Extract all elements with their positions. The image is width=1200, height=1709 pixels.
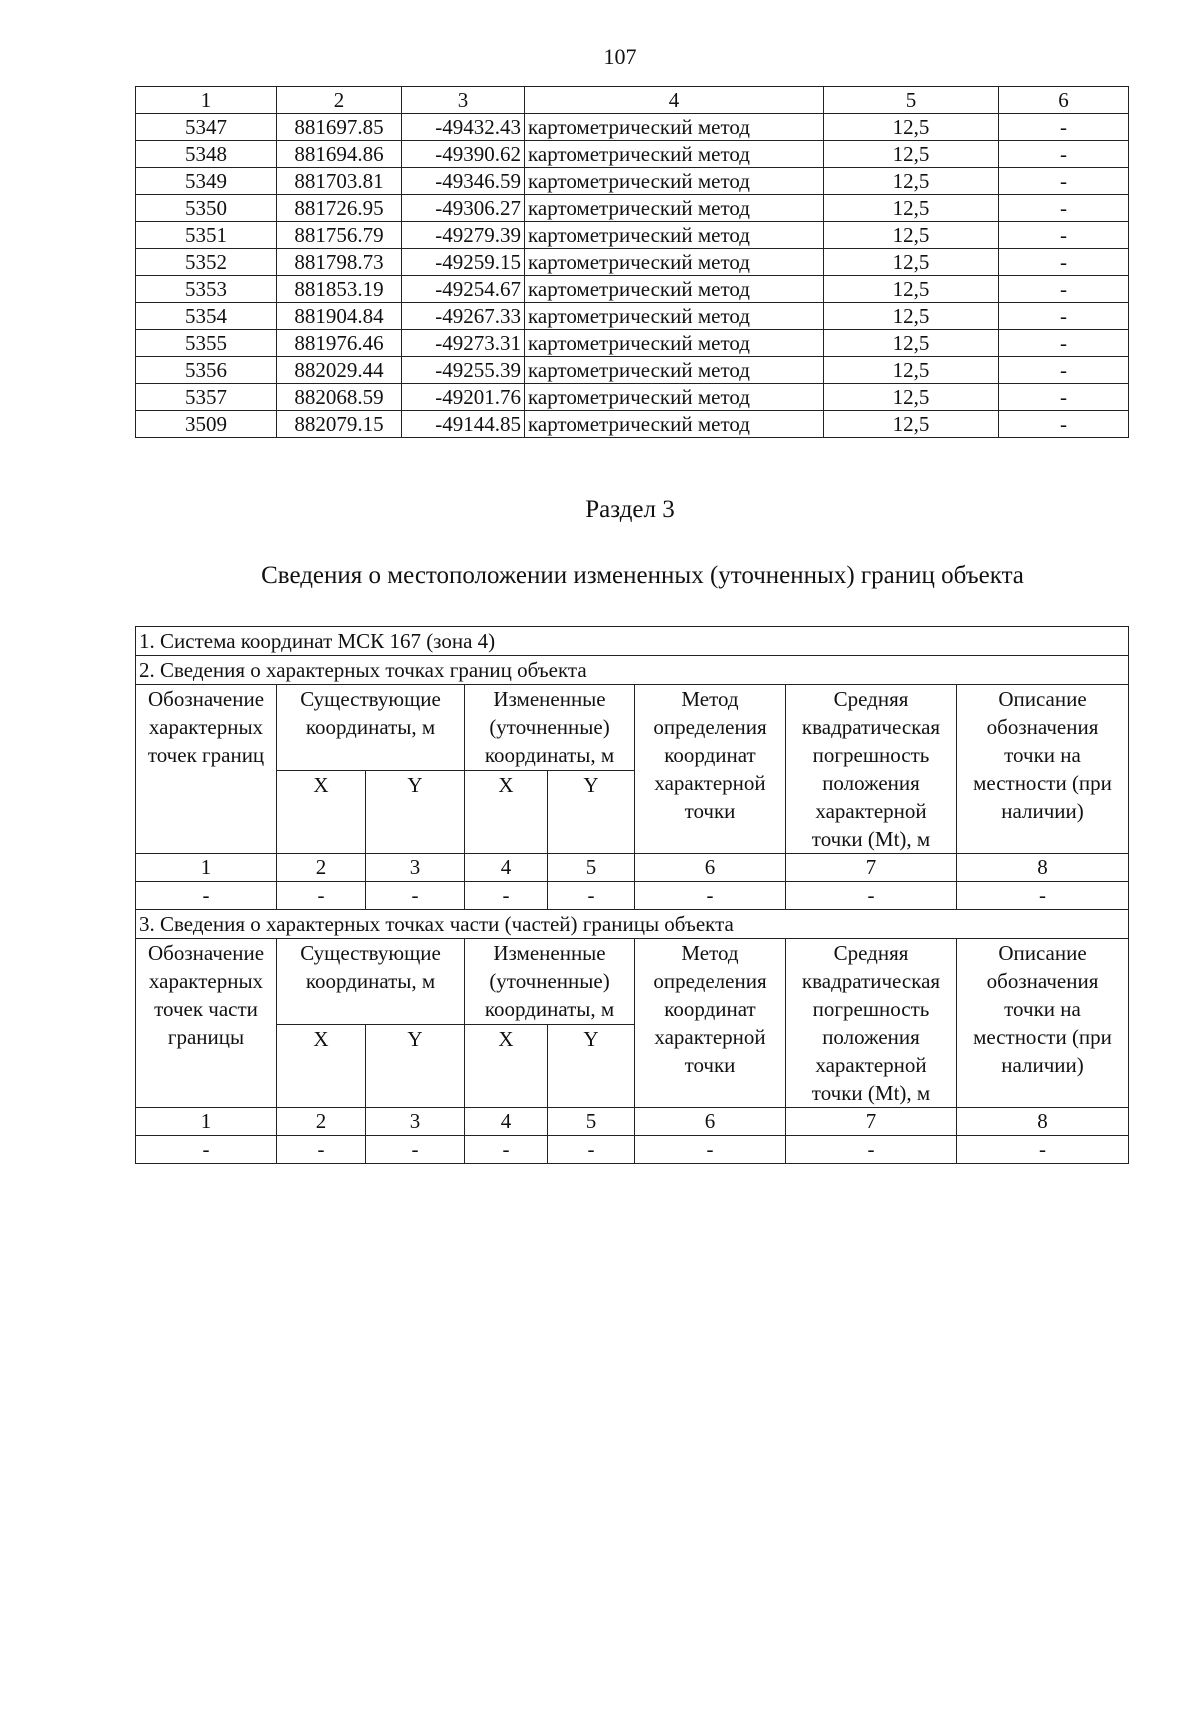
table-cell: 882029.44 (277, 357, 402, 384)
header-description: Описание обозначения точки на местности (при наличии) (957, 939, 1129, 1108)
table-cell: 12,5 (824, 330, 999, 357)
empty-cell: - (548, 882, 635, 910)
table-row (136, 411, 1129, 438)
table-cell: - (999, 141, 1129, 168)
part3-column-numbers-row (136, 1108, 1129, 1136)
coordinate-system-row (136, 627, 1129, 656)
table-cell: 5350 (136, 195, 277, 222)
header-cell: 6 (999, 87, 1129, 114)
header-cell: 1 (136, 87, 277, 114)
header-method: Метод определения координат характерной точки (635, 685, 786, 854)
table-cell: 5353 (136, 276, 277, 303)
table-cell: 12,5 (824, 357, 999, 384)
table-cell: - (999, 384, 1129, 411)
table-cell: 5351 (136, 222, 277, 249)
empty-cell: - (548, 1136, 635, 1164)
header-y: Y (366, 771, 465, 854)
part3-title-cell: 3. Сведения о характерных точках части (частей) границы объекта (136, 910, 1129, 939)
header-y: Y (366, 1025, 465, 1108)
header-point-designation: Обозначение характерных точек части границы (136, 939, 277, 1108)
part2-title-row (136, 656, 1129, 685)
table-cell: картометрический метод (525, 222, 824, 249)
table-cell: 5349 (136, 168, 277, 195)
empty-cell: - (136, 1136, 277, 1164)
table-row (136, 303, 1129, 330)
table-cell: - (999, 303, 1129, 330)
header-y: Y (548, 1025, 635, 1108)
table-cell: 5355 (136, 330, 277, 357)
table-cell: -49346.59 (402, 168, 525, 195)
empty-cell: - (957, 1136, 1129, 1164)
table-cell: - (999, 411, 1129, 438)
empty-cell: - (277, 882, 366, 910)
table-row (136, 222, 1129, 249)
column-number: 8 (957, 854, 1129, 882)
table-cell: картометрический метод (525, 168, 824, 195)
part2-header-row (136, 685, 1129, 771)
table-cell: -49279.39 (402, 222, 525, 249)
header-cell: 2 (277, 87, 402, 114)
table-cell: 881853.19 (277, 276, 402, 303)
header-description: Описание обозначения точки на местности (при наличии) (957, 685, 1129, 854)
column-number: 4 (465, 854, 548, 882)
table-cell: картометрический метод (525, 249, 824, 276)
table-cell: 5348 (136, 141, 277, 168)
table-cell: - (999, 249, 1129, 276)
coordinates-table (135, 86, 1129, 438)
table-cell: картометрический метод (525, 141, 824, 168)
table-cell: 5356 (136, 357, 277, 384)
header-changed-coords: Измененные (уточненные) координаты, м (465, 685, 635, 771)
table-cell: 5357 (136, 384, 277, 411)
header-error: Средняя квадратическая погрешность положения характерной точки (Mt), м (786, 685, 957, 854)
boundary-points-table (135, 626, 1129, 1164)
part3-empty-row (136, 1136, 1129, 1164)
header-existing-coords: Существующие координаты, м (277, 685, 465, 771)
table-row (136, 357, 1129, 384)
empty-cell: - (635, 1136, 786, 1164)
column-number: 6 (635, 854, 786, 882)
table-cell: 881703.81 (277, 168, 402, 195)
column-number: 4 (465, 1108, 548, 1136)
table-cell: 5352 (136, 249, 277, 276)
part2-title-cell: 2. Сведения о характерных точках границ объекта (136, 656, 1129, 685)
empty-cell: - (366, 1136, 465, 1164)
table-cell: 881726.95 (277, 195, 402, 222)
table-cell: 5354 (136, 303, 277, 330)
table-cell: 12,5 (824, 195, 999, 222)
table-row (136, 195, 1129, 222)
part3-header-row (136, 939, 1129, 1025)
header-cell: 3 (402, 87, 525, 114)
header-method: Метод определения координат характерной точки (635, 939, 786, 1108)
table-cell: - (999, 195, 1129, 222)
table-cell: картометрический метод (525, 276, 824, 303)
empty-cell: - (366, 882, 465, 910)
coordinate-system-cell: 1. Система координат МСК 167 (зона 4) (136, 627, 1129, 656)
table-row (136, 330, 1129, 357)
empty-cell: - (465, 882, 548, 910)
table-cell: - (999, 168, 1129, 195)
empty-cell: - (957, 882, 1129, 910)
column-number: 1 (136, 1108, 277, 1136)
table-row (136, 168, 1129, 195)
part3-title-row (136, 910, 1129, 939)
table-cell: 12,5 (824, 141, 999, 168)
table-cell: 12,5 (824, 384, 999, 411)
table-cell: 881694.86 (277, 141, 402, 168)
header-existing-coords: Существующие координаты, м (277, 939, 465, 1025)
empty-cell: - (786, 1136, 957, 1164)
table-header-row (136, 87, 1129, 114)
column-number: 3 (366, 1108, 465, 1136)
empty-cell: - (465, 1136, 548, 1164)
table-cell: -49432.43 (402, 114, 525, 141)
column-number: 2 (277, 854, 366, 882)
table-cell: - (999, 276, 1129, 303)
column-number: 5 (548, 1108, 635, 1136)
header-cell: 5 (824, 87, 999, 114)
table-cell: картометрический метод (525, 384, 824, 411)
table-cell: 882068.59 (277, 384, 402, 411)
table-cell: 881697.85 (277, 114, 402, 141)
table-cell: 12,5 (824, 303, 999, 330)
empty-cell: - (277, 1136, 366, 1164)
table-row (136, 114, 1129, 141)
table-cell: -49201.76 (402, 384, 525, 411)
empty-cell: - (786, 882, 957, 910)
header-x: X (277, 771, 366, 854)
table-cell: -49144.85 (402, 411, 525, 438)
table-cell: 5347 (136, 114, 277, 141)
page-number: 107 (603, 44, 637, 69)
table-cell: -49306.27 (402, 195, 525, 222)
empty-cell: - (635, 882, 786, 910)
table-cell: картометрический метод (525, 411, 824, 438)
table-cell: - (999, 114, 1129, 141)
table-cell: картометрический метод (525, 303, 824, 330)
header-error: Средняя квадратическая погрешность положения характерной точки (Mt), м (786, 939, 957, 1108)
table-cell: 12,5 (824, 114, 999, 141)
table-cell: 12,5 (824, 276, 999, 303)
table-cell: 12,5 (824, 411, 999, 438)
table-cell: - (999, 330, 1129, 357)
table-cell: 12,5 (824, 222, 999, 249)
column-number: 8 (957, 1108, 1129, 1136)
table-cell: -49255.39 (402, 357, 525, 384)
table-cell: -49267.33 (402, 303, 525, 330)
table-cell: картометрический метод (525, 357, 824, 384)
header-cell: 4 (525, 87, 824, 114)
column-number: 5 (548, 854, 635, 882)
table-row (136, 276, 1129, 303)
header-x: X (465, 771, 548, 854)
table-cell: 881756.79 (277, 222, 402, 249)
table-cell: 3509 (136, 411, 277, 438)
table-cell: -49259.15 (402, 249, 525, 276)
table-cell: -49273.31 (402, 330, 525, 357)
table-cell: 881798.73 (277, 249, 402, 276)
part2-empty-row (136, 882, 1129, 910)
table-cell: 882079.15 (277, 411, 402, 438)
table-cell: - (999, 222, 1129, 249)
table-row (136, 384, 1129, 411)
table-cell: картометрический метод (525, 330, 824, 357)
column-number: 7 (786, 854, 957, 882)
column-number: 2 (277, 1108, 366, 1136)
empty-cell: - (136, 882, 277, 910)
header-changed-coords: Измененные (уточненные) координаты, м (465, 939, 635, 1025)
column-number: 7 (786, 1108, 957, 1136)
table-cell: 881904.84 (277, 303, 402, 330)
column-number: 1 (136, 854, 277, 882)
part2-column-numbers-row (136, 854, 1129, 882)
table-cell: 881976.46 (277, 330, 402, 357)
header-x: X (277, 1025, 366, 1108)
table-cell: картометрический метод (525, 195, 824, 222)
table-cell: -49390.62 (402, 141, 525, 168)
section-heading: Раздел 3 (585, 496, 675, 523)
header-y: Y (548, 771, 635, 854)
table-cell: - (999, 357, 1129, 384)
header-x: X (465, 1025, 548, 1108)
column-number: 3 (366, 854, 465, 882)
column-number: 6 (635, 1108, 786, 1136)
table-cell: картометрический метод (525, 114, 824, 141)
section-subtitle: Сведения о местоположении измененных (уточненных) границ объекта (261, 562, 1024, 589)
header-point-designation: Обозначение характерных точек границ (136, 685, 277, 854)
table-cell: 12,5 (824, 249, 999, 276)
table-cell: -49254.67 (402, 276, 525, 303)
table-row (136, 141, 1129, 168)
table-cell: 12,5 (824, 168, 999, 195)
table-row (136, 249, 1129, 276)
